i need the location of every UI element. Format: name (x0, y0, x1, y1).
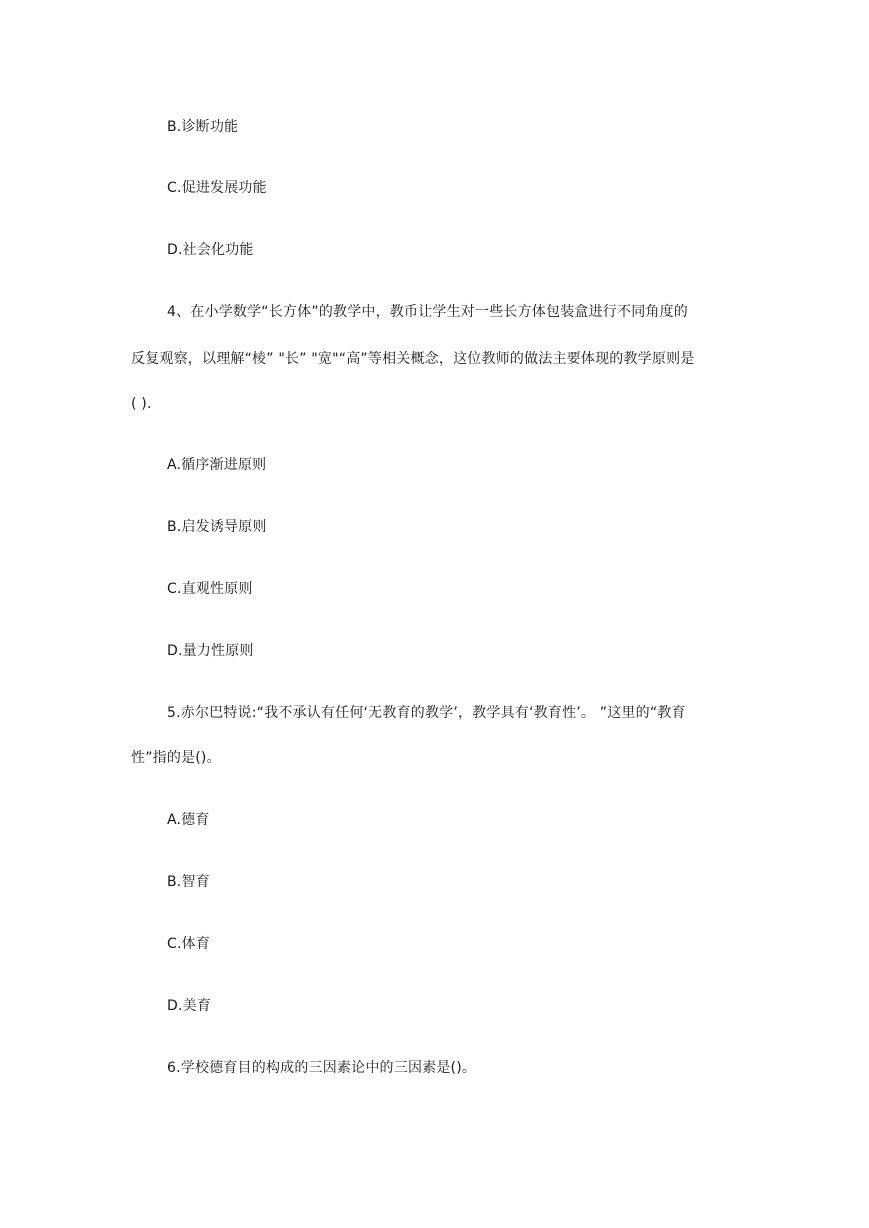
q5-stem-line-2: 性”指的是()。 (131, 750, 221, 766)
q4-option-b: B.启发诱导原则 (167, 519, 267, 535)
q5-option-a: A.德育 (167, 812, 210, 828)
q4-option-d: D.量力性原则 (167, 643, 254, 659)
q4-option-c: C.直观性原则 (167, 581, 253, 597)
q3-option-d: D.社会化功能 (167, 242, 254, 258)
q6-stem-line-1: 6.学校德育目的构成的三因素论中的三因素是()。 (167, 1060, 477, 1076)
q5-option-c: C.体育 (167, 936, 211, 952)
q5-stem-line-1: 5.赤尔巴特说:“我不承认有任何‘无教育的教学’，教学具有‘教育性’。 ”这里的“教育 (167, 705, 686, 721)
q4-stem-line-3: ( ). (131, 396, 152, 412)
q4-option-a: A.循序渐进原则 (167, 457, 267, 473)
q3-option-b: B.诊断功能 (167, 119, 239, 135)
q5-option-d: D.美育 (167, 998, 212, 1014)
q3-option-c: C.促进发展功能 (167, 180, 267, 196)
q5-option-b: B.智育 (167, 874, 210, 890)
q4-stem-line-2: 反复观察，以理解“棱” "长” "宽"“高”等相关概念，这位教师的做法主要体现的教学原则是 (131, 351, 695, 367)
q4-stem-line-1: 4、在小学数学“长方体”的教学中，教币让学生对一些长方体包装盒进行不同角度的 (167, 304, 689, 320)
